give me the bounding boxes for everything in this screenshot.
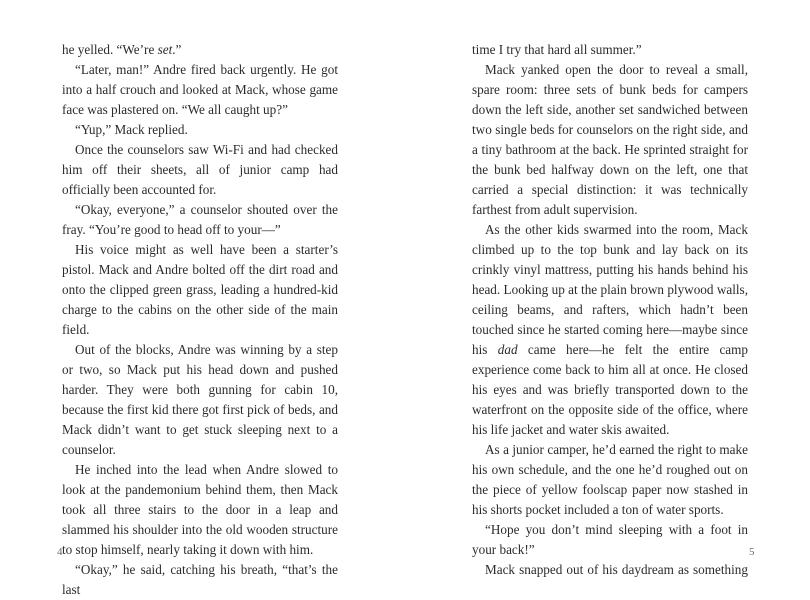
paragraph: “Hope you don’t mind sleeping with a foot in your back!”	[472, 522, 748, 557]
paragraph: Mack yanked open the door to reveal a small, spare room: three sets of bunk beds for campers down the left side, another set sandwiched between two single beds for counselors on the right side, and a tiny bathroom at the back. He sprinted straight for the bunk bed halfway down on the left, one that carried a special distinction: it was technically farthest from adult supervision.	[472, 62, 748, 217]
emphasis-text: dad	[497, 342, 518, 357]
right-page	[405, 0, 810, 589]
paragraph	[62, 40, 338, 60]
paragraph: “Yup,” Mack replied.	[75, 122, 188, 137]
paragraph-text: .”	[172, 42, 182, 57]
paragraph: “Later, man!” Andre fired back urgently. He got into a half crouch and looked at Mack, whose game face was plastered on. “We all caught up?”	[62, 62, 338, 117]
paragraph: His voice might as well have been a starter’s pistol. Mack and Andre bolted off the dirt road and onto the clipped green grass, leading a hundred-kid charge to the cabins on the other side of the main field.	[62, 242, 338, 337]
paragraph: “Okay, everyone,” a counselor shouted over the fray. “You’re good to head off to your—”	[62, 202, 338, 237]
paragraph: Out of the blocks, Andre was winning by a step or two, so Mack put his head down and pushed harder. They were both gunning for cabin 10, because the first kid there got first pick of beds, and Mack didn’t want to get stuck sleeping next to a counselor.	[62, 342, 338, 457]
right-page-body	[472, 40, 748, 580]
paragraph: As a junior camper, he’d earned the right to make his own schedule, and the one he’d roughed out on the piece of yellow foolscap paper now stashed in his shorts pocket included a ton of water sports.	[472, 442, 748, 517]
paragraph: Once the counselors saw Wi-Fi and had checked him off their sheets, all of junior camp had officially been accounted for.	[62, 142, 338, 197]
paragraph: Mack snapped out of his daydream as something	[485, 562, 748, 577]
paragraph: He inched into the lead when Andre slowed to look at the pandemonium behind them, then Mack took all three stairs to the door in a leap and slammed his shoulder into the old wooden structure to stop himself, nearly taking it down with him.	[62, 462, 338, 557]
left-page	[0, 0, 405, 597]
paragraph: “Okay,” he said, catching his breath, “that’s the last	[62, 562, 338, 597]
page-number: 4	[57, 546, 63, 558]
paragraph-text: came here—he felt the entire camp experience come back to him all at once. He closed his eyes and was briefly transported down to the waterfront on the opposite side of the office, where his life jacket and water skis awaited.	[472, 342, 749, 437]
left-page-body	[62, 40, 338, 600]
emphasis-text: set	[157, 42, 173, 57]
paragraph	[472, 220, 748, 440]
page-number: 5	[749, 546, 755, 558]
paragraph-text: As the other kids swarmed into the room, Mack climbed up to the top bunk and lay back on its crinkly vinyl mattress, putting his hands behind his head. Looking up at the plain brown plywood walls, ceiling beams, and rafters, which hadn’t been touched since he started coming here—maybe since his	[472, 222, 748, 357]
paragraph-text: he yelled. “We’re	[62, 42, 158, 57]
paragraph: time I try that hard all summer.”	[472, 42, 642, 57]
